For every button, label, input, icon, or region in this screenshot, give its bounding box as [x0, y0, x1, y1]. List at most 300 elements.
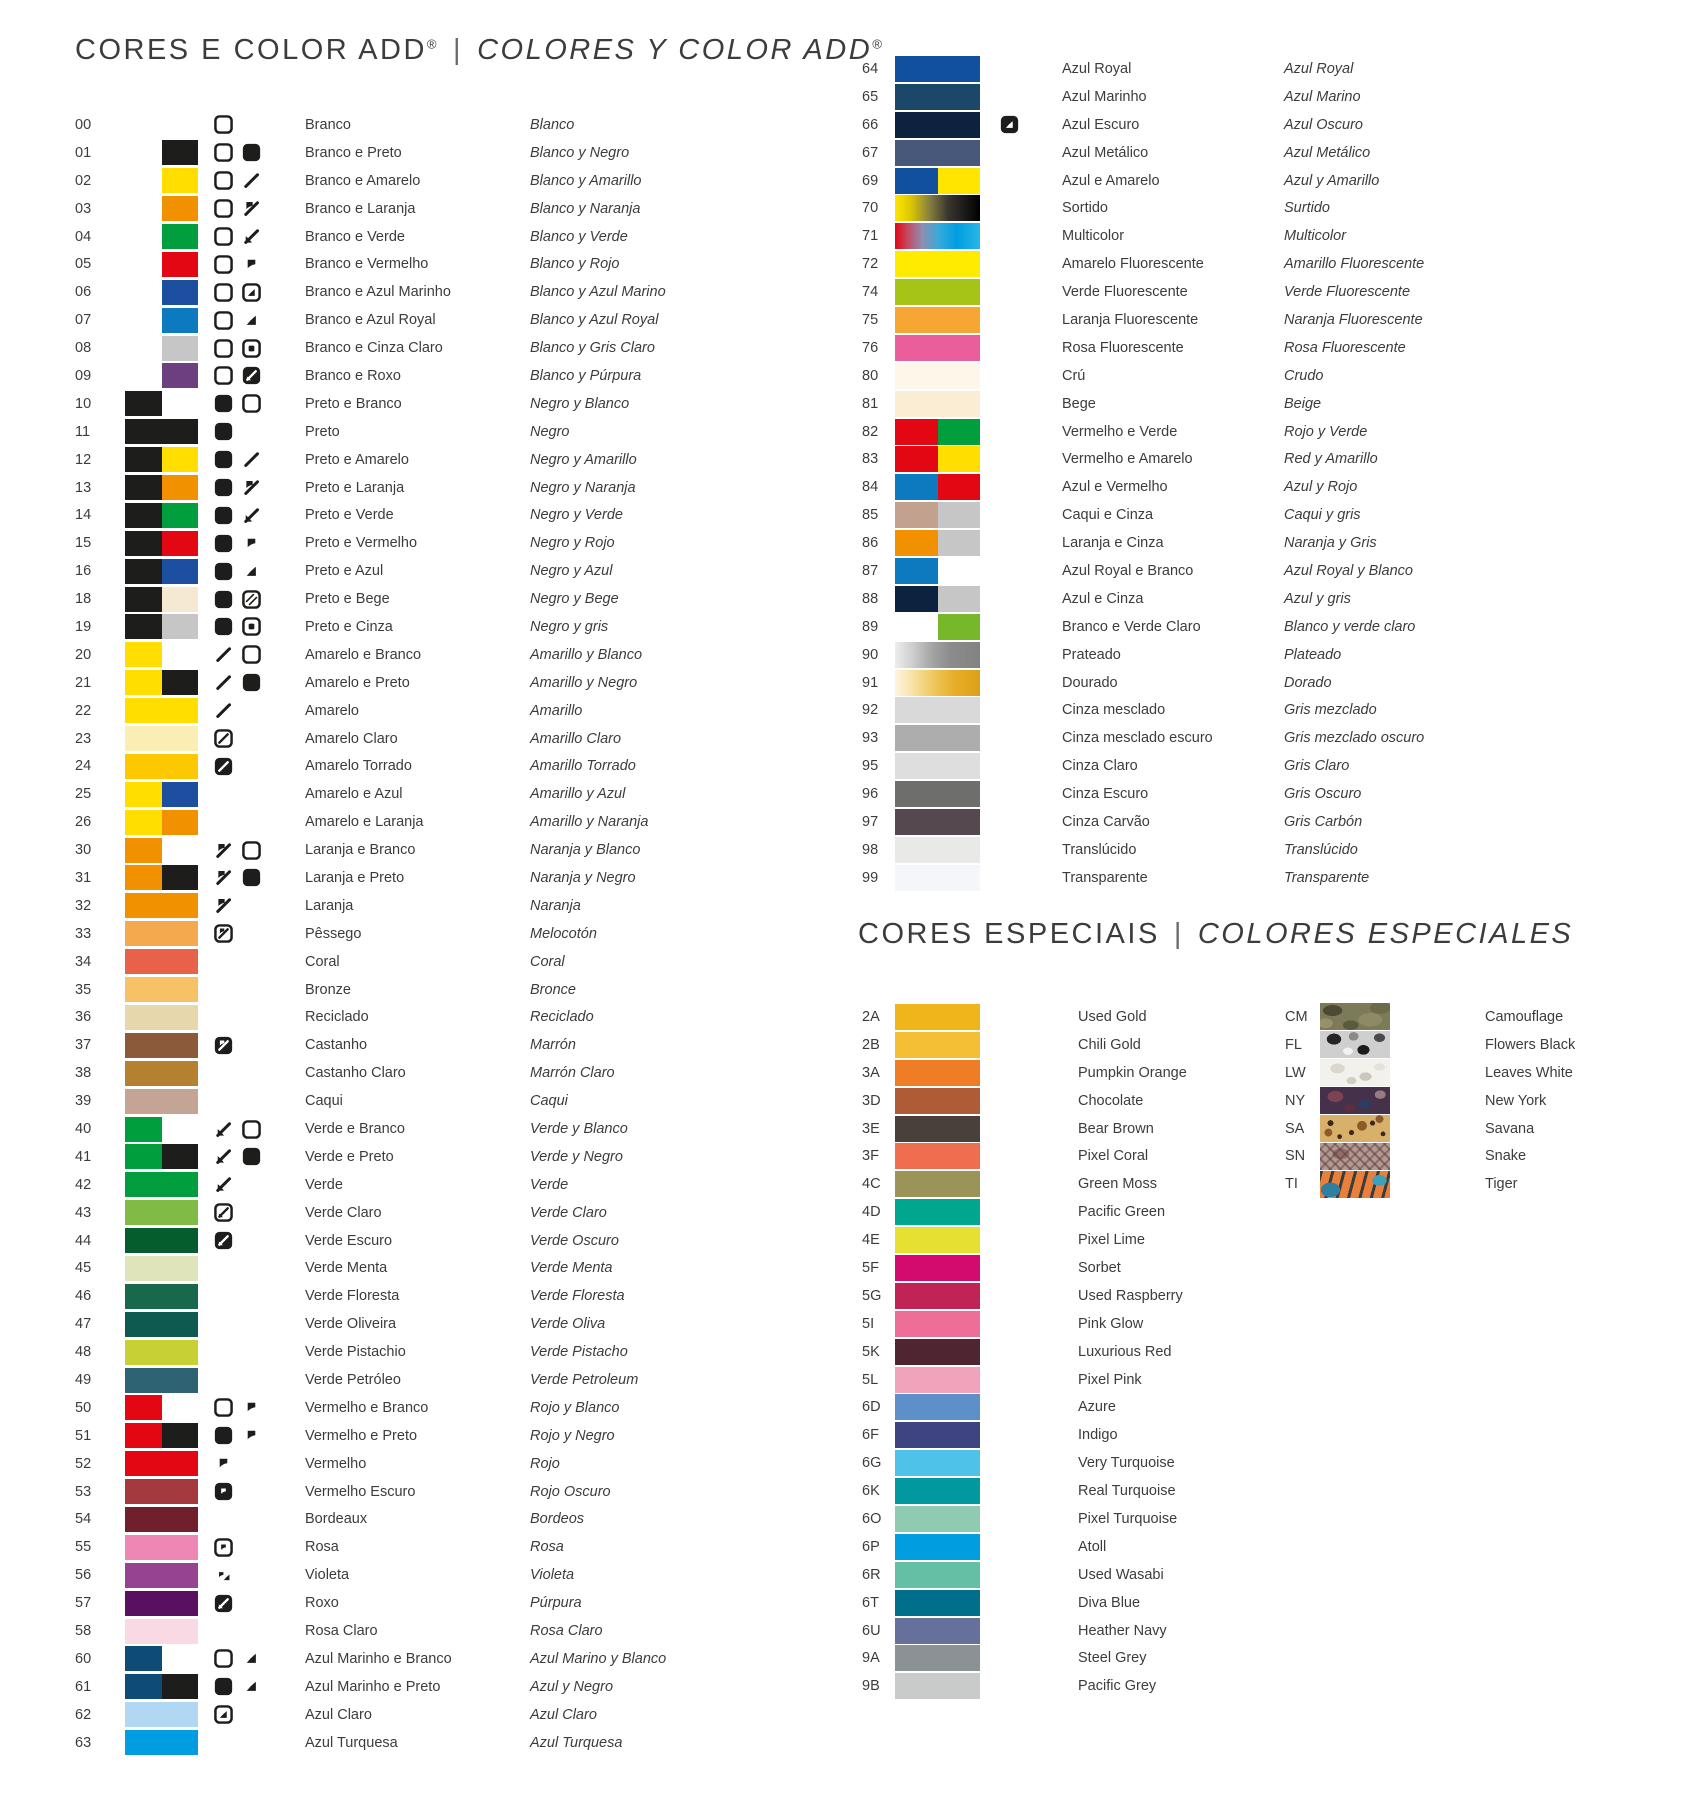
coloradd-icons [214, 227, 262, 246]
color-code: 70 [862, 200, 879, 217]
color-code: 16 [75, 563, 92, 580]
color-row-39 [75, 1087, 775, 1115]
texture-swatch-lw [1320, 1059, 1390, 1086]
coloradd-icons [214, 645, 262, 664]
color-name-es: Azul Royal y Blanco [1284, 562, 1413, 579]
swatch-cell [125, 1479, 198, 1504]
swatch-cell [895, 84, 980, 110]
color-row-58 [75, 1617, 775, 1645]
color-swatch [125, 140, 198, 165]
color-code: 81 [862, 395, 879, 412]
coloradd-green-sq-filled-icon [214, 1231, 233, 1250]
color-code: 50 [75, 1399, 92, 1416]
color-code: 90 [862, 646, 879, 663]
coloradd-undefined-icon [214, 785, 233, 804]
color-code: 32 [75, 897, 92, 914]
color-name-pt: Amarelo e Azul [305, 786, 403, 803]
color-name-pt: Amarelo e Branco [305, 646, 422, 663]
texture-swatch-sn [1320, 1143, 1390, 1170]
swatch-cell [125, 1228, 198, 1253]
color-name-pt: Preto e Verde [305, 507, 394, 524]
color-name-es: Blanco y Gris Claro [530, 340, 655, 357]
color-code: 56 [75, 1567, 92, 1584]
color-row-08 [75, 334, 775, 362]
color-name-pt: Caqui [305, 1093, 343, 1110]
coloradd-icons [214, 1092, 262, 1111]
coloradd-icons [214, 1008, 262, 1027]
color-code: 6O [862, 1510, 882, 1527]
coloradd-undefined-icon [1000, 338, 1019, 357]
texture-row-NY [1285, 1087, 1685, 1115]
swatch-cell [125, 1395, 162, 1420]
color-name-pt: Cinza Claro [1062, 758, 1138, 775]
color-name-pt: Crú [1062, 367, 1086, 384]
coloradd-yellow-icon [214, 701, 233, 720]
color-swatch [895, 781, 980, 807]
color-code: 97 [862, 813, 879, 830]
swatch-cell [125, 642, 162, 667]
color-row-91 [862, 669, 1622, 697]
coloradd-icons [1000, 617, 1020, 636]
color-swatch [895, 1478, 980, 1504]
color-swatch [895, 1283, 980, 1309]
color-row-61 [75, 1673, 775, 1701]
color-code: 64 [862, 60, 879, 77]
color-code: 83 [862, 451, 879, 468]
coloradd-icons [214, 1315, 262, 1334]
coloradd-undefined-icon [242, 1259, 261, 1278]
texture-code: SN [1285, 1148, 1306, 1165]
color-swatch [125, 336, 198, 361]
coloradd-icons [214, 1203, 262, 1222]
swatch-cell [162, 1423, 199, 1448]
color-code: 39 [75, 1093, 92, 1110]
color-swatch [125, 1033, 198, 1058]
color-row-36 [75, 1004, 775, 1032]
color-code: 2A [862, 1008, 880, 1025]
color-code: 38 [75, 1065, 92, 1082]
coloradd-undefined-icon [1000, 589, 1019, 608]
coloradd-icons [214, 1538, 262, 1557]
coloradd-white-icon [214, 227, 233, 246]
coloradd-yellow-icon [214, 645, 233, 664]
coloradd-icons [1000, 506, 1020, 525]
swatch-cell [125, 1284, 198, 1309]
coloradd-undefined-icon [214, 1315, 233, 1334]
color-name-pt: Verde Claro [305, 1204, 382, 1221]
color-name-es: Bronce [530, 981, 576, 998]
color-code: 71 [862, 228, 879, 245]
color-code: 41 [75, 1148, 92, 1165]
swatch-cell [125, 1423, 162, 1448]
color-swatch [895, 223, 980, 249]
color-name-pt: Azul Escuro [1062, 116, 1140, 133]
color-code: 46 [75, 1288, 92, 1305]
color-swatch [895, 558, 980, 584]
color-name-pt: Sortido [1062, 200, 1108, 217]
coloradd-icons [1000, 478, 1020, 497]
color-row-00 [75, 111, 775, 139]
color-swatch [125, 1619, 198, 1644]
coloradd-icons [214, 1036, 262, 1055]
color-code: 5F [862, 1259, 879, 1276]
color-name-es: Negro y Azul [530, 563, 613, 580]
color-code: 20 [75, 646, 92, 663]
swatch-cell [125, 1702, 198, 1727]
coloradd-white-icon [214, 366, 233, 385]
color-swatch [125, 1228, 198, 1253]
page-title-pt: CORES E COLOR ADD [75, 34, 427, 66]
coloradd-gray-sq-outline-icon [242, 339, 261, 358]
color-name-pt: Vermelho Escuro [305, 1483, 416, 1500]
color-row-93 [862, 724, 1622, 752]
swatch-cell [895, 140, 980, 166]
color-name-pt: Verde e Branco [305, 1121, 405, 1137]
color-name-pt: Verde e Preto [305, 1148, 394, 1165]
coloradd-gray-sq-outline-icon [242, 617, 261, 636]
special-color-row-4D [862, 1198, 1562, 1226]
color-code: 6D [862, 1399, 881, 1416]
color-row-15 [75, 529, 775, 557]
color-row-84 [862, 473, 1622, 501]
coloradd-undefined-icon [1000, 645, 1019, 664]
swatch-cell [125, 949, 198, 974]
color-code: 75 [862, 311, 879, 328]
color-name-es: Negro y Naranja [530, 479, 636, 496]
coloradd-undefined-icon [214, 980, 233, 999]
color-swatch [125, 475, 198, 500]
coloradd-undefined-icon [1000, 283, 1019, 302]
coloradd-icons [1000, 59, 1020, 78]
coloradd-black-icon [214, 450, 233, 469]
color-name-es: Negro y Blanco [530, 395, 630, 412]
color-swatch [895, 614, 980, 640]
color-swatch [125, 112, 198, 137]
color-code: 01 [75, 144, 92, 161]
swatch-cell [162, 670, 199, 695]
coloradd-icons [1000, 199, 1020, 218]
coloradd-undefined-icon [1000, 506, 1019, 525]
color-name-pt: Azul Turquesa [305, 1734, 398, 1751]
color-row-48 [75, 1338, 775, 1366]
color-code: 3F [862, 1148, 879, 1165]
texture-swatch-cm [1320, 1003, 1390, 1030]
color-row-56 [75, 1561, 775, 1589]
color-swatch [895, 753, 980, 779]
coloradd-icons [214, 115, 262, 134]
color-row-98 [862, 836, 1622, 864]
swatch-cell [125, 1591, 198, 1616]
coloradd-orange-icon [242, 478, 261, 497]
color-swatch [895, 1673, 980, 1699]
color-swatch [125, 447, 198, 472]
color-name-pt: Reciclado [305, 1009, 369, 1026]
color-row-74 [862, 278, 1622, 306]
color-swatch [125, 391, 198, 416]
color-swatch [125, 1395, 198, 1420]
coloradd-icons [214, 199, 262, 218]
coloradd-undefined-icon [1000, 422, 1019, 441]
color-code: 5K [862, 1343, 880, 1360]
coloradd-blue-icon [242, 1677, 261, 1696]
color-swatch [895, 1227, 980, 1253]
color-row-16 [75, 557, 775, 585]
coloradd-undefined-icon [1000, 673, 1019, 692]
color-swatch [895, 474, 980, 500]
texture-code: SA [1285, 1120, 1305, 1137]
color-swatch [125, 308, 198, 333]
color-swatch [895, 112, 980, 138]
coloradd-black-icon [214, 1677, 233, 1696]
coloradd-icons [214, 506, 262, 525]
color-row-71 [862, 222, 1622, 250]
color-row-34 [75, 948, 775, 976]
color-code: 26 [75, 814, 92, 831]
swatch-cell [895, 837, 980, 863]
color-swatch [125, 531, 198, 556]
color-name-es: Amarillo y Negro [530, 674, 638, 691]
color-swatch [125, 1005, 198, 1030]
color-name-pt: Branco e Preto [305, 144, 402, 161]
color-swatch [895, 1618, 980, 1644]
coloradd-icons [214, 617, 262, 636]
coloradd-undefined-icon [242, 1343, 261, 1362]
color-code: 48 [75, 1344, 92, 1361]
color-name: Bear Brown [1078, 1120, 1154, 1137]
swatch-cell [162, 140, 199, 165]
color-code: 51 [75, 1427, 92, 1444]
coloradd-icons [1000, 561, 1020, 580]
color-name-es: Amarillo Torrado [530, 758, 636, 775]
color-swatch [895, 1367, 980, 1393]
swatch-cell [125, 1005, 198, 1030]
color-swatch [895, 1339, 980, 1365]
color-row-33 [75, 920, 775, 948]
color-code: 57 [75, 1595, 92, 1612]
color-name-pt: Verde Menta [305, 1260, 388, 1277]
swatch-cell [895, 251, 980, 277]
coloradd-undefined-icon [1000, 868, 1019, 887]
color-swatch [125, 1284, 198, 1309]
color-swatch [895, 502, 980, 528]
color-name-pt: Bege [1062, 395, 1096, 412]
swatch-cell [125, 810, 162, 835]
color-name-pt: Azul Metálico [1062, 144, 1149, 161]
color-name: Very Turquoise [1078, 1455, 1175, 1472]
color-row-80 [862, 362, 1622, 390]
special-textures-table [1285, 1003, 1685, 1198]
color-name-es: Blanco y Amarillo [530, 172, 642, 189]
color-name-pt: Preto e Amarelo [305, 451, 409, 468]
coloradd-undefined-icon [214, 1343, 233, 1362]
coloradd-white-icon [242, 645, 261, 664]
color-row-09 [75, 362, 775, 390]
color-name-es: Rojo Oscuro [530, 1483, 611, 1500]
coloradd-undefined-icon [1000, 171, 1019, 190]
color-name-pt: Azul Marinho [1062, 88, 1147, 105]
texture-name: Flowers Black [1485, 1036, 1576, 1053]
color-row-06 [75, 278, 775, 306]
color-name-pt: Laranja e Preto [305, 869, 405, 886]
color-row-37 [75, 1031, 775, 1059]
color-name-es: Rosa [530, 1539, 564, 1556]
color-name-es: Amarillo y Azul [530, 786, 626, 803]
coloradd-undefined-icon [214, 1733, 233, 1752]
color-swatch [895, 1590, 980, 1616]
color-name-pt: Branco [305, 116, 351, 133]
coloradd-icons [1000, 701, 1020, 720]
swatch-cell [938, 419, 981, 445]
color-row-47 [75, 1310, 775, 1338]
color-name-es: Rosa Claro [530, 1623, 603, 1640]
color-name-es: Blanco y Naranja [530, 200, 641, 217]
coloradd-icons [214, 1677, 262, 1696]
swatch-cell [162, 838, 199, 863]
color-row-45 [75, 1255, 775, 1283]
color-name-pt: Preto e Vermelho [305, 535, 418, 552]
color-row-88 [862, 585, 1622, 613]
color-name-pt: Caqui e Cinza [1062, 507, 1154, 524]
swatch-cell [162, 196, 199, 221]
coloradd-black-icon [214, 422, 233, 441]
color-name: Steel Grey [1078, 1650, 1147, 1667]
coloradd-black-icon [214, 534, 233, 553]
color-swatch [895, 1116, 980, 1142]
swatch-cell [125, 893, 198, 918]
color-name-pt: Transparente [1062, 869, 1148, 886]
coloradd-icons [214, 1231, 262, 1250]
color-swatch [125, 1061, 198, 1086]
coloradd-red-icon [214, 1454, 233, 1473]
swatch-cell [125, 1619, 198, 1644]
color-swatch [125, 168, 198, 193]
swatch-cell [938, 502, 981, 528]
coloradd-icons [1000, 422, 1020, 441]
color-name-es: Naranja y Negro [530, 869, 636, 886]
swatch-cell [895, 670, 980, 696]
swatch-cell [162, 810, 199, 835]
swatch-cell [125, 1535, 198, 1560]
color-code: 33 [75, 925, 92, 942]
color-name-es: Gris Carbón [1284, 813, 1363, 830]
color-code: 23 [75, 730, 92, 747]
color-code: 9B [862, 1678, 880, 1695]
swatch-cell [125, 280, 162, 305]
color-code: 6T [862, 1594, 879, 1611]
coloradd-icons [214, 924, 262, 943]
color-name-es: Melocotón [530, 925, 597, 942]
coloradd-red-sq-outline-icon [214, 1538, 233, 1557]
special-color-row-5L [862, 1366, 1562, 1394]
color-code: 91 [862, 674, 879, 691]
swatch-cell [895, 530, 938, 556]
color-swatch [125, 196, 198, 221]
color-row-63 [75, 1729, 775, 1757]
color-row-44 [75, 1227, 775, 1255]
coloradd-black-icon [242, 1147, 261, 1166]
color-name: Luxurious Red [1078, 1343, 1172, 1360]
color-name-es: Gris Oscuro [1284, 786, 1362, 803]
coloradd-icons [1000, 757, 1020, 776]
color-row-49 [75, 1366, 775, 1394]
color-row-18 [75, 585, 775, 613]
coloradd-icons [214, 1454, 262, 1473]
color-swatch [125, 1089, 198, 1114]
coloradd-red-sq-filled-icon [214, 1482, 233, 1501]
color-swatch [125, 614, 198, 639]
color-swatch [895, 446, 980, 472]
coloradd-purple-sq-filled-icon [214, 1594, 233, 1613]
swatch-cell [162, 475, 199, 500]
color-name: Pacific Grey [1078, 1678, 1157, 1695]
color-row-69 [862, 167, 1622, 195]
color-code: 69 [862, 172, 879, 189]
color-swatch [895, 586, 980, 612]
color-name: Sorbet [1078, 1259, 1121, 1276]
swatch-cell [125, 196, 162, 221]
color-swatch [125, 921, 198, 946]
color-row-11 [75, 418, 775, 446]
color-code: 05 [75, 256, 92, 273]
color-name-pt: Preto [305, 423, 340, 440]
color-swatch [895, 642, 980, 668]
coloradd-red-icon [242, 1398, 261, 1417]
swatch-cell [125, 977, 198, 1002]
color-swatch [895, 725, 980, 751]
swatch-cell [938, 530, 981, 556]
swatch-cell [162, 1117, 199, 1142]
texture-row-SN [1285, 1142, 1685, 1170]
color-swatch [125, 419, 198, 444]
color-name-es: Azul y Negro [530, 1678, 614, 1695]
color-name-es: Azul Turquesa [530, 1734, 623, 1751]
special-color-row-6P [862, 1533, 1562, 1561]
color-row-03 [75, 195, 775, 223]
swatch-cell [125, 1451, 198, 1476]
swatch-cell [125, 336, 162, 361]
color-name: Indigo [1078, 1427, 1118, 1444]
color-code: 25 [75, 786, 92, 803]
swatch-cell [938, 614, 981, 640]
color-name-es: Rojo y Verde [1284, 423, 1368, 440]
coloradd-icons [214, 1649, 262, 1668]
swatch-cell [895, 502, 938, 528]
color-name-pt: Amarelo Claro [305, 730, 398, 747]
swatch-cell [938, 446, 981, 472]
special-color-row-6K [862, 1477, 1562, 1505]
color-name-pt: Dourado [1062, 674, 1118, 691]
color-name-es: Verde Oscuro [530, 1232, 619, 1249]
color-name-pt: Violeta [305, 1567, 350, 1584]
color-name-pt: Azul e Cinza [1062, 590, 1144, 607]
swatch-cell [895, 781, 980, 807]
coloradd-orange-icon [242, 199, 261, 218]
texture-row-FL [1285, 1031, 1685, 1059]
swatch-cell [938, 558, 981, 584]
texture-code: NY [1285, 1092, 1306, 1109]
color-name-pt: Azul Claro [305, 1706, 372, 1723]
coloradd-undefined-icon [1000, 812, 1019, 831]
coloradd-icons [1000, 143, 1020, 162]
coloradd-undefined-icon [242, 1231, 261, 1250]
color-code: 87 [862, 562, 879, 579]
coloradd-icons [214, 1482, 262, 1501]
color-row-01 [75, 139, 775, 167]
color-name-pt: Cinza Escuro [1062, 786, 1149, 803]
color-name-es: Negro y Bege [530, 591, 619, 608]
color-name: Pixel Pink [1078, 1371, 1142, 1388]
swatch-cell [125, 140, 162, 165]
